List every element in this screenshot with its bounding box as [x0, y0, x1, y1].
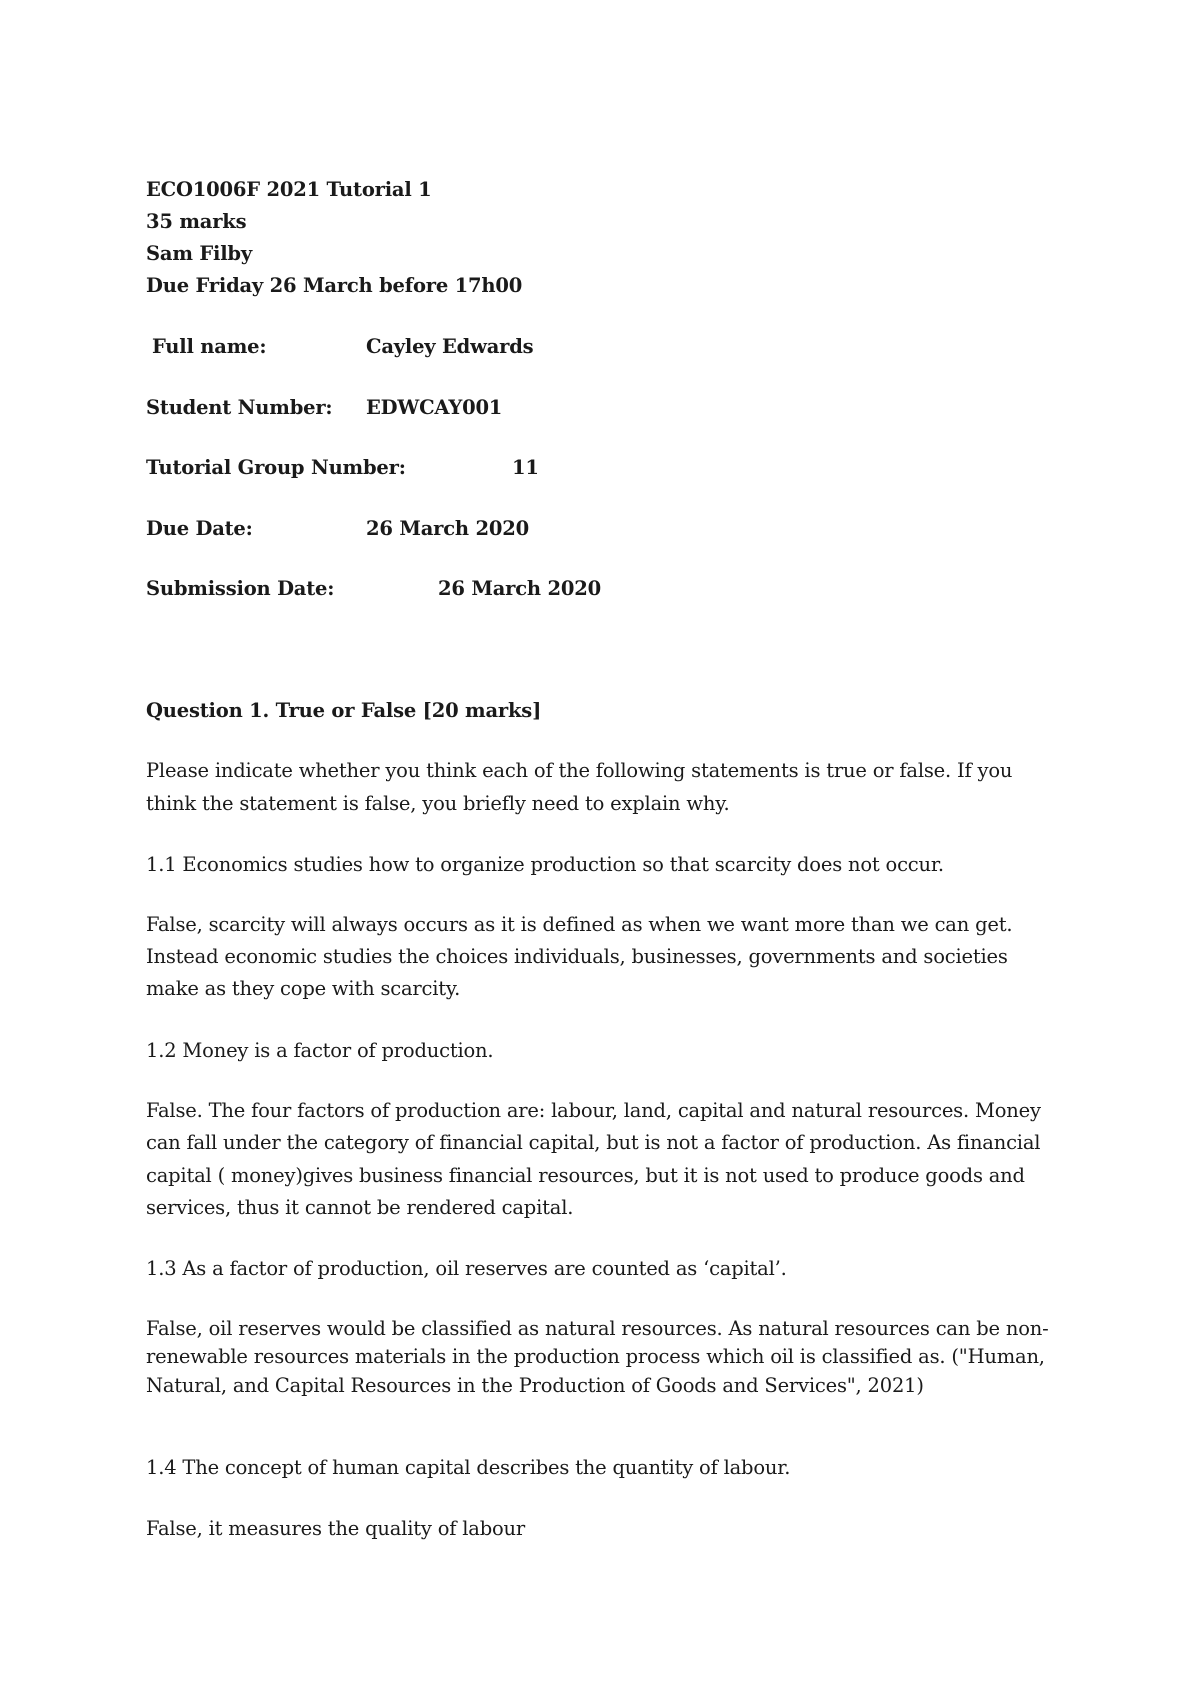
instructions-line: Please indicate whether you think each of the following statements is true or false. If you	[146, 759, 1013, 782]
course-title: ECO1006F 2021 Tutorial 1	[146, 178, 432, 201]
answer-line: False, oil reserves would be classified as natural resources. As natural resources can be non-	[146, 1317, 1049, 1340]
full-name-label: Full name:	[152, 335, 267, 358]
tutorial-group-label: Tutorial Group Number:	[146, 456, 406, 479]
submission-date-label: Submission Date:	[146, 577, 335, 600]
full-name-value: Cayley Edwards	[366, 335, 534, 358]
answer-line: Natural, and Capital Resources in the Production of Goods and Services", 2021)	[146, 1374, 924, 1397]
due-date-label: Due Date:	[146, 517, 253, 540]
answer-line: make as they cope with scarcity.	[146, 977, 461, 1000]
instructions-line: think the statement is false, you briefly need to explain why.	[146, 792, 730, 815]
student-number-value: EDWCAY001	[366, 396, 503, 419]
due-date-value: 26 March 2020	[366, 517, 529, 540]
due-line: Due Friday 26 March before 17h00	[146, 274, 523, 297]
statement-1-4: 1.4 The concept of human capital describes the quantity of labour.	[146, 1456, 791, 1479]
question-heading: Question 1. True or False [20 marks]	[146, 699, 542, 722]
lecturer-name: Sam Filby	[146, 242, 252, 265]
answer-line: False, scarcity will always occurs as it is defined as when we want more than we can get.	[146, 913, 1013, 936]
statement-1-1: 1.1 Economics studies how to organize production so that scarcity does not occur.	[146, 853, 944, 876]
student-number-label: Student Number:	[146, 396, 333, 419]
submission-date-value: 26 March 2020	[438, 577, 601, 600]
answer-line: False. The four factors of production are: labour, land, capital and natural resources. Money	[146, 1099, 1041, 1122]
statement-1-3: 1.3 As a factor of production, oil reserves are counted as ‘capital’.	[146, 1257, 787, 1280]
tutorial-group-value: 11	[512, 456, 539, 479]
answer-line: can fall under the category of financial capital, but is not a factor of production. As financial	[146, 1131, 1041, 1154]
answer-line: services, thus it cannot be rendered capital.	[146, 1196, 574, 1219]
answer-line: Instead economic studies the choices individuals, businesses, governments and societies	[146, 945, 1008, 968]
answer-line: renewable resources materials in the production process which oil is classified as. ("Human,	[146, 1345, 1045, 1368]
answer-line: False, it measures the quality of labour	[146, 1517, 526, 1540]
marks-total: 35 marks	[146, 210, 247, 233]
statement-1-2: 1.2 Money is a factor of production.	[146, 1039, 494, 1062]
answer-line: capital ( money)gives business financial resources, but it is not used to produce goods and	[146, 1164, 1025, 1187]
